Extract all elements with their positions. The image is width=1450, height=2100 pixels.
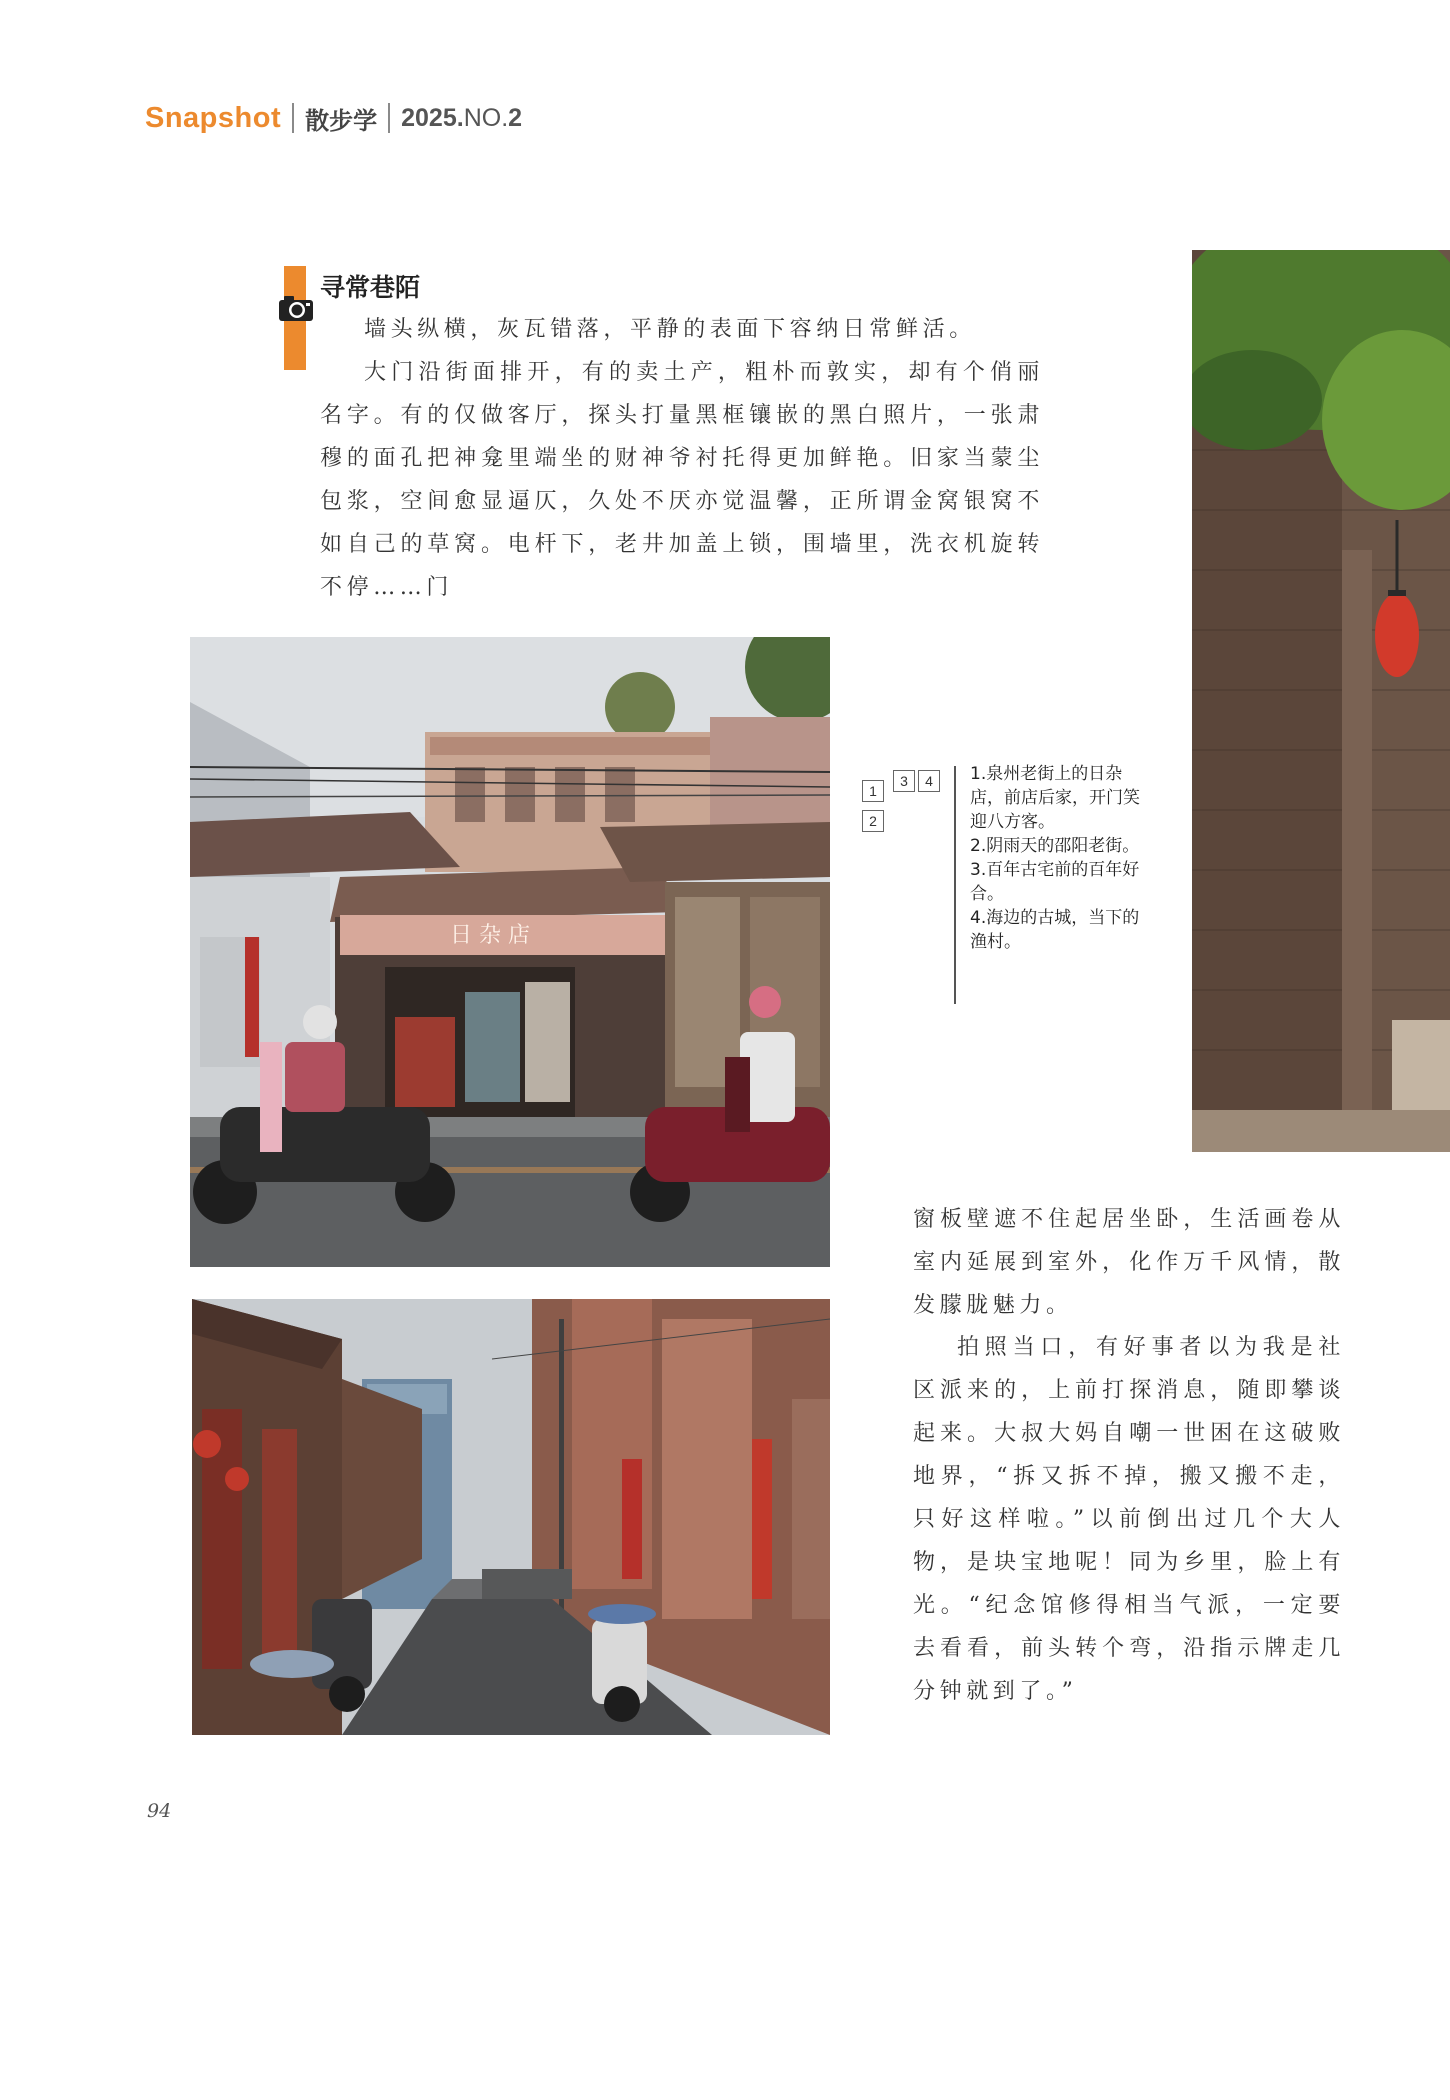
page-header: [145, 96, 522, 140]
article-text-continued: [913, 1198, 1345, 1327]
photo-rainy-alley: [192, 1299, 830, 1735]
caption-item: 2.阴雨天的邵阳老街。: [970, 836, 1140, 856]
camera-icon: [278, 294, 314, 322]
photo-shop-street: [190, 637, 830, 1267]
photo-number-box: 2: [862, 810, 884, 832]
issue-number: 2: [508, 103, 523, 132]
section-title: 寻常巷陌: [320, 273, 421, 302]
photo-number-box: 3: [893, 770, 915, 792]
page-number: 94: [147, 1800, 172, 1822]
photo-number-box: 4: [918, 770, 940, 792]
issue-label: [401, 104, 522, 133]
article-text-top: [320, 308, 1044, 609]
caption-item: 1.泉州老街上的日杂店，前店后家，开门笑迎八方客。: [970, 764, 1140, 832]
paragraph: 窗板壁遮不住起居坐卧，生活画卷从室内延展到室外，化作万千风情，散发朦胧魅力。: [913, 1207, 1345, 1318]
article-text-bottom: [913, 1326, 1345, 1713]
issue-year: 2025.: [401, 103, 464, 132]
photo-old-house-gate: [1192, 250, 1450, 1152]
photo-number-box: 1: [862, 780, 884, 802]
header-divider: [292, 103, 294, 133]
paragraph: 大门沿街面排开，有的卖土产，粗朴而敦实，却有个俏丽名字。有的仅做客厅，探头打量黑框镶嵌的黑白照片，一张肃穆的面孔把神龛里端坐的财神爷衬托得更加鲜艳。旧家当蒙尘包浆，空间愈显逼仄，久处不厌亦觉温馨，正所谓金窝银窝不如自己的草窝。电杆下，老井加盖上锁，围墙里，洗衣机旋转不停……门: [320, 360, 1044, 600]
brand-name: Snapshot: [145, 101, 282, 134]
column-name: 散步学: [305, 106, 378, 135]
header-divider: [388, 103, 390, 133]
caption-item: 4.海边的古城，当下的渔村。: [970, 908, 1140, 952]
caption-rule: [954, 766, 956, 1004]
paragraph: 墙头纵横，灰瓦错落，平静的表面下容纳日常鲜活。: [364, 317, 976, 342]
issue-no: NO.: [463, 103, 509, 132]
paragraph: 拍照当口，有好事者以为我是社区派来的，上前打探消息，随即攀谈起来。大叔大妈自嘲一世困在这破败地界，“拆又拆不掉，搬又搬不走，只好这样啦。”以前倒出过几个大人物，是块宝地呢！同为乡里，脸上有光。“纪念馆修得相当气派，一定要去看看，前头转个弯，沿指示牌走几分钟就到了。”: [913, 1335, 1345, 1704]
shop-sign-text: 日 杂 店: [450, 923, 530, 948]
caption-item: 3.百年古宅前的百年好合。: [970, 860, 1140, 904]
photo-captions: [970, 762, 1148, 954]
